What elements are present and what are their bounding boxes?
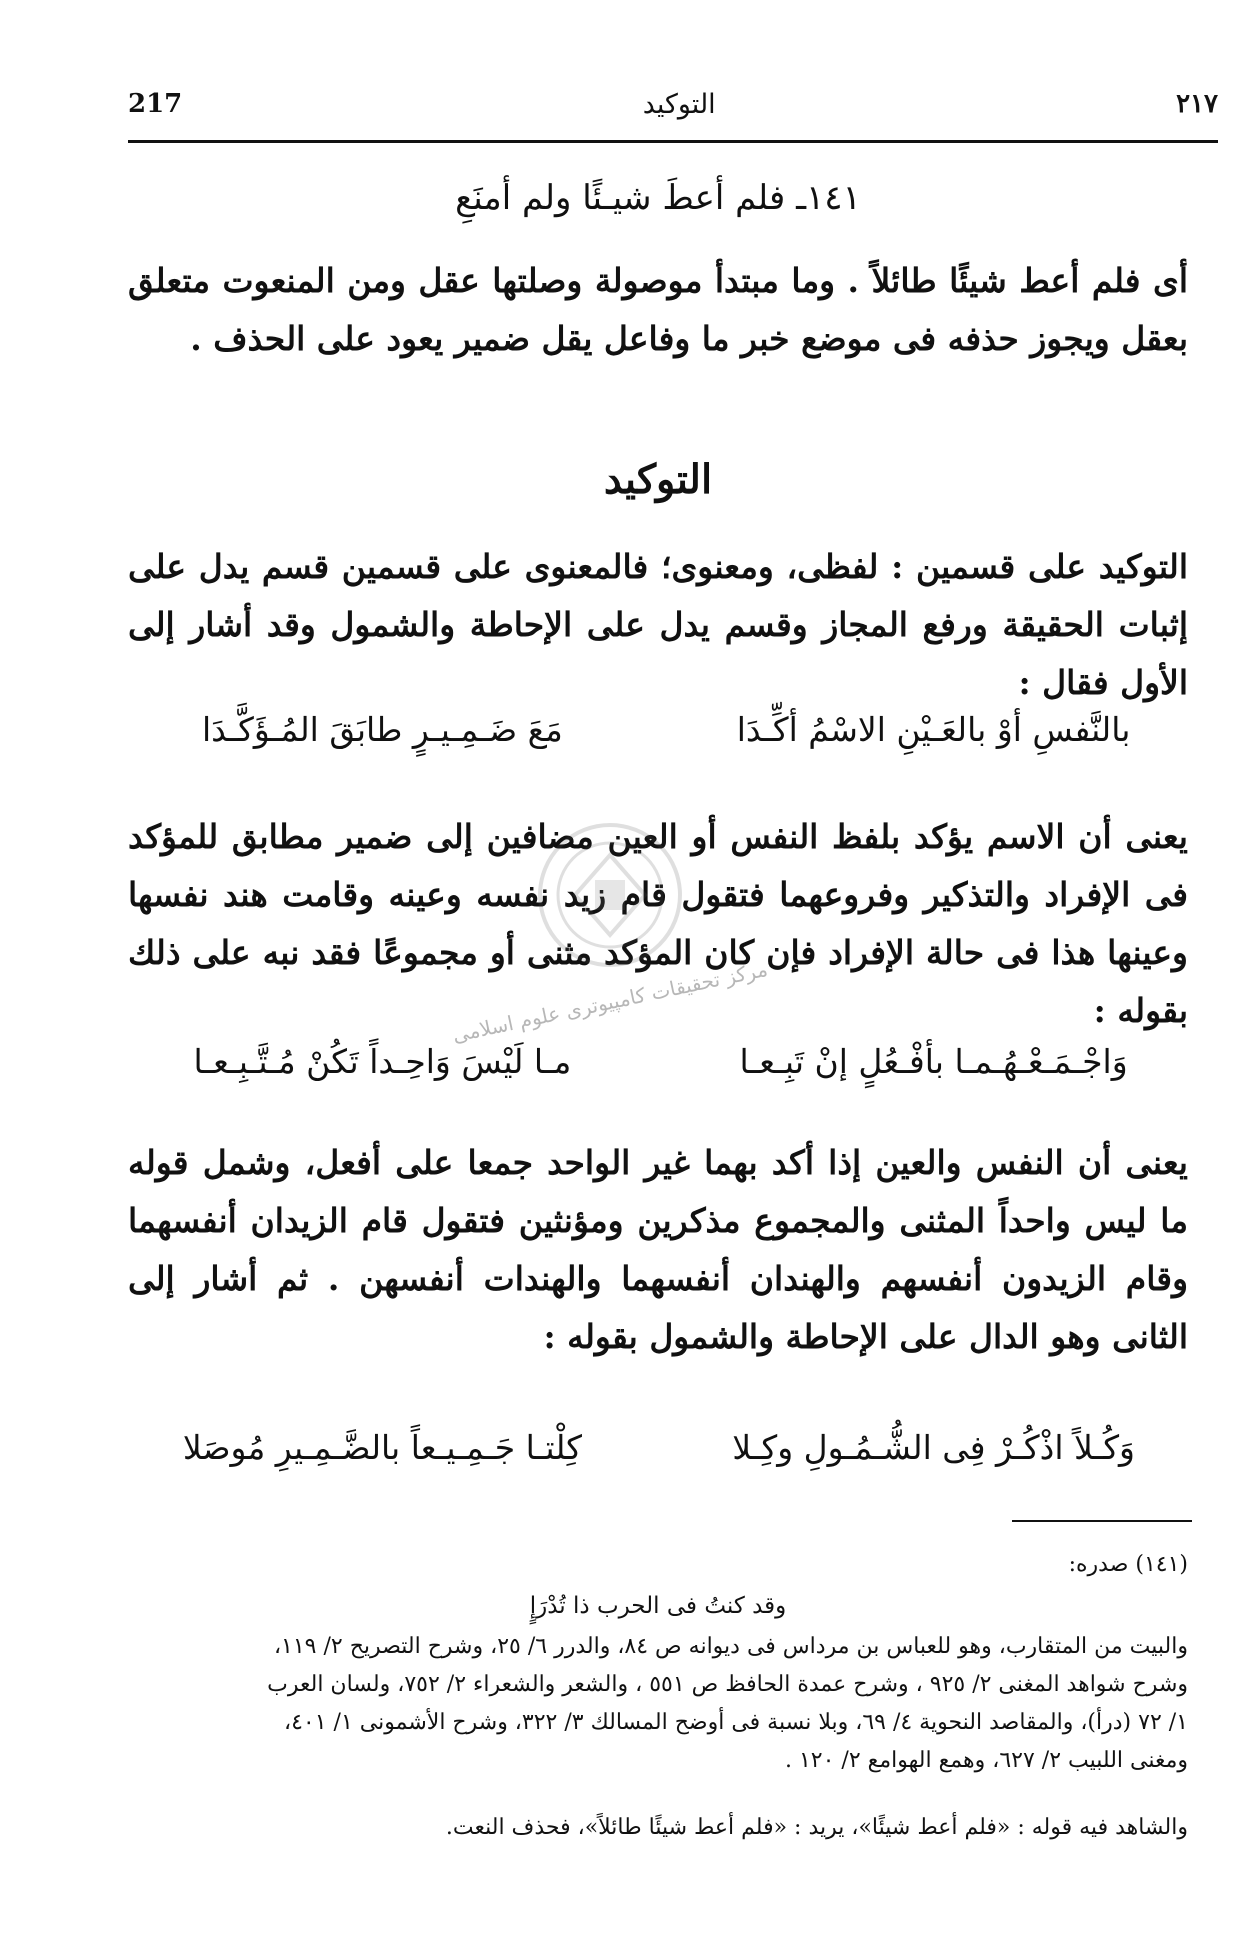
page-number-arabic: ٢١٧ <box>1176 89 1218 119</box>
watermark-seal-icon <box>535 820 685 970</box>
section-heading: التوكيد <box>603 456 713 503</box>
verse-2-first-hemistich: وَاجْـمَـعْـهُـمـا بأفْـعُلٍ إنْ تَبِـعـا <box>739 1042 1128 1081</box>
footnote-text <box>128 1628 1188 1780</box>
running-header <box>128 84 1218 124</box>
footnote-rule <box>1012 1520 1192 1522</box>
watermark-text: مركز تحقيقات كامپيوترى علوم اسلامى <box>450 956 770 1048</box>
page-number-latin: 217 <box>128 89 183 119</box>
verse-1-second-hemistich: مَعَ ضَـمِـيـرٍ طابَقَ المُـؤَكَّـدَا <box>201 710 563 749</box>
verse-1-first-hemistich: بالنَّفسِ أوْ بالعَـيْنِ الاسْمُ أكِّـدَا <box>736 710 1131 749</box>
verse-2-second-hemistich: مـا لَيْسَ وَاحِـداً تَكُنْ مُـتَّـبِـعـا <box>193 1042 572 1081</box>
paragraph-2-text: التوكيد على قسمين : لفظى، ومعنوى؛ فالمعنوى على قسمين قسم يدل على إثبات الحقيقة ورفع المجاز وقسم يدل على الإحاطة والشمول وقد أشار إلى الأول فقال : <box>128 547 1188 702</box>
footnote-line: والبيت من المتقارب، وهو للعباس بن مرداس فى ديوانه ص ٨٤، والدرر ٦/ ٢٥، وشرح التصريح ٢/ ١١٩، <box>273 1634 1188 1659</box>
verse-3 <box>128 1418 1188 1478</box>
paragraph-2 <box>128 538 1188 712</box>
paragraph-1-text: أى فلم أعط شيئًا طائلاً . وما مبتدأ موصولة وصلتها عقل ومن المنعوت متعلق بعقل ويجوز حذفه فى موضع خبر ما وفاعل يقل ضمير يعود على الحذف . <box>128 261 1188 358</box>
paragraph-4 <box>128 1134 1188 1366</box>
paragraph-3-text: يعنى أن الاسم يؤكد بلفظ النفس أو العين مضافين إلى ضمير مطابق للمؤكد فى الإفراد والتذكير وفروعهما فتقول قام زيد نفسه وعينه وقامت هند نفسها وعينها هذا فى حالة الإفراد فإن كان المؤكد مثنى أو مجموعًا فقد نبه على ذلك بقوله : <box>128 817 1188 1030</box>
footnote-line: ١/ ٧٢ (درأ)، والمقاصد النحوية ٤/ ٦٩، وبلا نسبة فى أوضح المسالك ٣/ ٣٢٢، وشرح الأشمونى ١/ ٤٠١، <box>284 1710 1188 1735</box>
verse-2 <box>128 1032 1188 1092</box>
footnote-shahid: والشاهد فيه قوله : «فلم أعط شيئًا»، يريد : «فلم أعط شيئًا طائلاً»، فحذف النعت. <box>445 1815 1188 1840</box>
verse-3-first-hemistich: وَكُـلاً اذْكُـرْ فِى الشُّـمُـولِ وكِـلا <box>732 1428 1135 1467</box>
footnote-line: ومغنى اللبيب ٢/ ٦٢٧، وهمع الهوامع ٢/ ١٢٠ . <box>784 1748 1188 1773</box>
paragraph-1 <box>128 252 1188 368</box>
verse-141: ١٤١ـ فلم أعطَ شيـئًا ولم أمنَعِ <box>455 178 861 218</box>
paragraph-4-text: يعنى أن النفس والعين إذا أكد بهما غير الواحد جمعا على أفعل، وشمل قوله ما ليس واحداً المثنى والمجموع مذكرين ومؤنثين فتقول قام الزيدان أنفسهما وقام الزيدون أنفسهم والهندان أنفسهما والهندات أنفسهن . ثم أشار إلى الثانى وهو الدال على الإحاطة والشمول بقوله : <box>128 1143 1188 1356</box>
chapter-title: التوكيد <box>642 88 716 120</box>
verse-3-second-hemistich: كِلْتـا جَـمِـيـعاً بالضَّـمِـيرِ مُوصَلا <box>182 1428 582 1467</box>
header-rule <box>128 140 1218 143</box>
verse-1 <box>128 700 1188 760</box>
footnote-label: (١٤١) صدره: <box>1068 1552 1188 1577</box>
footnote-line: وشرح شواهد المغنى ٢/ ٩٢٥ ، وشرح عمدة الحافظ ص ٥٥١ ، والشعر والشعراء ٢/ ٧٥٢، ولسان العرب <box>267 1672 1188 1697</box>
footnote-verse: وقد كنتُ فى الحرب ذا تُدْرَإٍ <box>529 1593 787 1619</box>
